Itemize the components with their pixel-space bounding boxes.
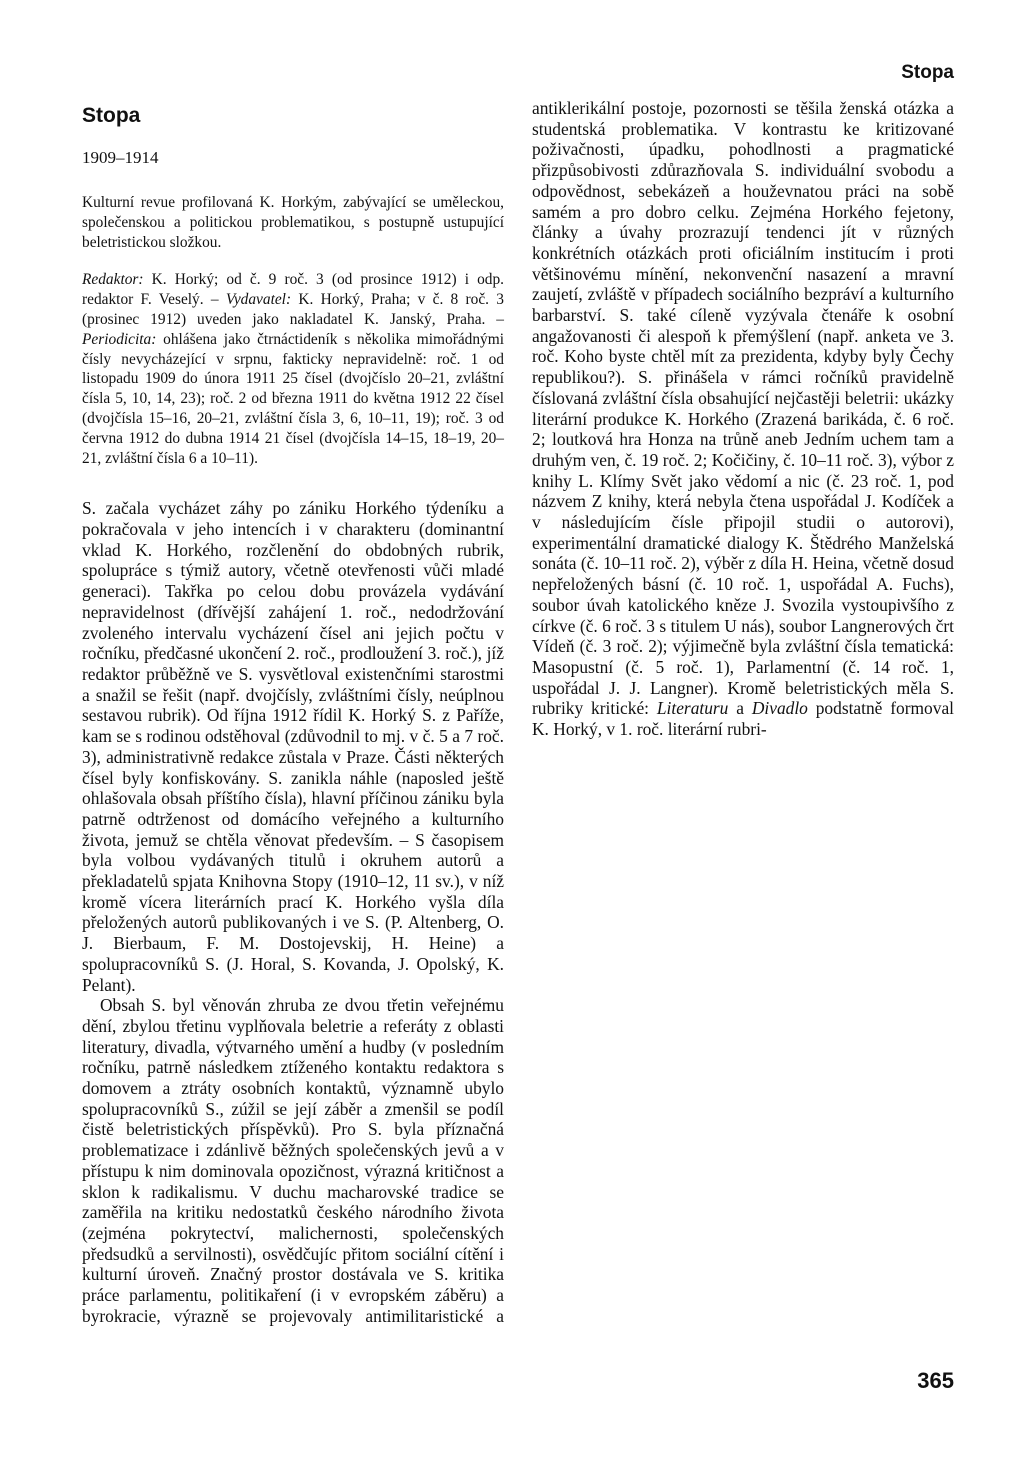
periodicita-label: Periodicita:: [82, 330, 157, 348]
entry-title: Stopa: [82, 104, 141, 127]
entry-info: [82, 270, 504, 468]
periodicita-text: ohlášena jako čtrnáctideník s několika mimořádnými čísly nevycházející v srpnu, fakticky nepravidelně: roč. 1 od listopadu 1909 do února 1911 25 čísel (dvojčíslo 20–21, zvláštní čísla 5, 10, 14, 23); roč. 2 od března 1911 do května 1912 22 čísel (dvojčísla 15–16, 20–21, zvláštní čísla 3, 6, 10–11, 19); roč. 3 od června 1912 do dubna 1914 21 čísel (dvojčísla 14–15, 18–19, 20–21, zvláštní čísla 6 a 10–11).: [82, 330, 504, 467]
page-number: 365: [917, 1368, 954, 1393]
vydavatel-label: Vydavatel:: [225, 291, 292, 309]
redaktor-text: K. Horký; od č. 9 roč. 3 (od prosince 1912) i odp. redaktor F. Veselý. –: [82, 271, 504, 309]
entry-summary: Kulturní revue profilovaná K. Horkým, zabývající se uměleckou, společenskou a politickou problematikou, s postupně ustupující beletristickou složkou.: [82, 194, 504, 251]
body-paragraph-2-text: Obsah S. byl věnován zhruba ze dvou třetin veřejnému dění, zbylou třetinu vyplňovala beletrie a referáty z oblasti literatury, divadla, výtvarného umění a hudby (v posledním ročníku, patrně následkem ztíženého kontaktu redaktora s domovem a ztráty osobních kontaktů, významně ubylo spolupracovníků S., zúžil se její záběr a zmenšil se podíl čistě beletristických příspěvků). Pro S. byla příznačná problematizace i zdánlivě běžných společenských jevů a v přístupu k nim dominovala opozičnost, výrazná kritičnost a sklon k radikalismu. V duchu macharovské tradice se zaměřila na kritiku nedostatků českého národního života (zejména pokrytectví, malichernosti, společenských předsudků a servilnosti), osvědčujíc přitom sociální cítění i kulturní úroveň. Značný prostor dostávala ve S. kritika práce parlamentu, politikaření (i v evropském záběru) a byrokracie, výrazně se projevovaly antimilitaristické a antiklerikální postoje, pozornosti se těšila ženská otázka a studentská problematika. V kontrastu ke kritizované poživačnosti, úpadku, pohodlnosti a pragmatické přizpůsobivosti zdůrazňovala S. individuální svobodu a odpovědnost, sebekázeň a houževnatou práci na sobě samém a pro dobro celku. Zejména Horkého fejetony, články a úvahy prozrazují tendenci jít v různých konkrétních otázkách proti oficiálním institucím i proti většinovému mínění, nekonvenční nasazení a mravní zaujetí, zvláště v případech sociálního bezpráví a kulturního barbarství. S. také cíleně vyzývala čtenáře k osobní angažovanosti či alespoň k přemýšlení (např. anketa ve 3. roč. Koho byste chtěl mít za prezidenta, kdyby byly Čechy republikou?). S. přinášela v rámci ročníků pravidelně číslovaná zvláštní čísla obsahující nejčastěji beletrii: ukázky literární produkce K. Horkého (Zrazená barikáda, č. 6 roč. 2; loutková hra Honza na trůně aneb Jedním uchem tam a druhým ven, č. 19 roč. 2; Kočičiny, č. 10–11 roč. 3), výbor z knihy L. Klímy Svět jako vědomí a nic (č. 23 roč. 1, pod názvem Z knihy, která nebyla čtena uspořádal J. Kodíček a v následujícím čísle připojil studii o autorovi), experimentální dramatické dialogy K. Štědrého Manželská sonáta (č. 10–11 roč. 2), výběr z díla H. Heina, včetně dosud nepřeložených básní (č. 10 roč. 1, uspořádal A. Fuchs), soubor úvah katolického kněze J. Svozila vystoupivšího z církve (č. 6 roč. 3 s titulem U nás), soubor Langnerových črt Vídeň (č. 3 roč. 2); výjimečně byla zvláštní čísla tematická: Masopustní (č. 5 roč. 1), Parlamentní (č. 14 roč. 1, uspořádal J. J. Langner). Kromě beletristických měla S. rubriky kritické:: [82, 98, 954, 1326]
left-column: [82, 98, 954, 1338]
rubric-connector: a: [728, 698, 752, 719]
redaktor-label: Redaktor:: [82, 271, 144, 289]
entry-years: 1909–1914: [82, 148, 159, 167]
running-head: Stopa: [901, 62, 954, 83]
body-paragraph-1: S. začala vycházet záhy po zániku Horkého týdeníku a pokračovala v jeho intencích i v charakteru (dominantní vklad K. Horkého, rozčlenění do obdobných rubrik, spolupráce s týmiž autory, včetně otevřenosti vůči mladé generaci). Takřka po celou dobu provázela vydávání nepravidelnost (dřívější zahájení 1. roč., nedodržování zvoleného intervalu vycházení čísel ani jejich počtu v ročníku, předčasné ukončení 2. roč., prodloužení 3. roč.), jíž redaktor průběžně ve S. vysvětloval existenčními starostmi a snažil se řešit (např. dvojčísly, zvláštními čísly, neúplnou sestavou rubrik). Od října 1912 řídil K. Horký S. z Paříže, kam se s rodinou odstěhoval (zdůvodnil to mj. v č. 5 a 7 roč. 3), administrativně redakce zůstala v Praze. Části některých čísel byly konfiskovány. S. zanikla náhle (naposled ještě ohlašovala obsah příštího čísla), hlavní příčinou zániku byla patrně odtrženost od domácího veřejného a kulturního života, jemuž se chtěla věnovat především. – S časopisem byla volbou vydávaných titulů i okruhem autorů a překladatelů spjata Knihovna Stopy (1910–12, 11 sv.), v níž kromě vícera literárních prací K. Horkého vyšla díla přeložených autorů publikovaných i ve S. (P. Altenberg, O. J. Bierbaum, F. M. Dostojevskij, H. Heine) a spolupracovníků S. (J. Horal, S. Kovanda, J. Opolský, K. Pelant).: [82, 498, 504, 995]
rubric-divadlo: Divadlo: [751, 698, 808, 719]
body-paragraph-2-end: podstatně formoval K. Horký, v 1. roč. literární rubri-: [532, 698, 954, 740]
vydavatel-text: K. Horký, Praha; v č. 8 roč. 3 (prosinec 1912) uveden jako nakladatel K. Janský, Praha. –: [82, 291, 504, 328]
rubric-literatura: Literaturu: [656, 698, 729, 719]
